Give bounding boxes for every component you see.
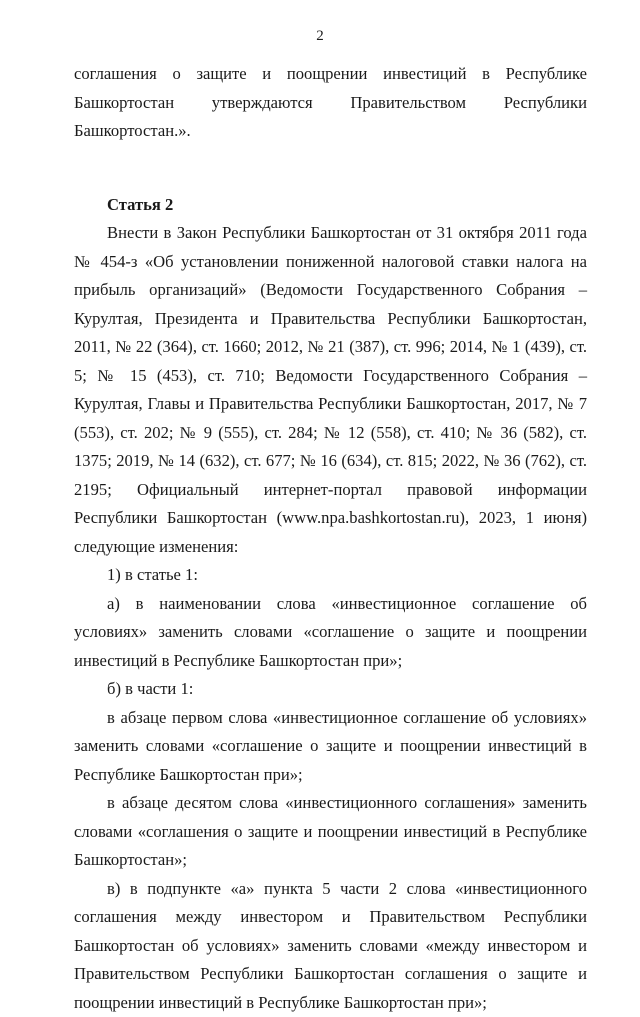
list-item: б) в части 1: <box>74 675 587 704</box>
intro-paragraph: соглашения о защите и поощрении инвестиций в Республике Башкортостан утверждаются Правительством Республики Башкортостан.». <box>74 60 587 146</box>
list-item: а) в наименовании слова «инвестиционное соглашение об условиях» заменить словами «соглашение о защите и поощрении инвестиций в Республике Башкортостан при»; <box>74 590 587 676</box>
article-heading: Статья 2 <box>74 191 587 220</box>
list-item: 1) в статье 1: <box>74 561 587 590</box>
list-item: в абзаце первом слова «инвестиционное соглашение об условиях» заменить словами «соглашение о защите и поощрении инвестиций в Республике Башкортостан при»; <box>74 704 587 790</box>
list-item: в) в подпункте «а» пункта 5 части 2 слова «инвестиционного соглашения между инвестором и Правительством Республики Башкортостан об условиях» заменить словами «между инвестором и Правительством Республики Башкортостан соглашения о защите и поощрении инвестиций в Республике Башкортостан при»; <box>74 875 587 1017</box>
page-number: 2 <box>0 28 640 45</box>
paragraph: Внести в Закон Республики Башкортостан от 31 октября 2011 года № 454-з «Об установлении пониженной налоговой ставки налога на прибыль организаций» (Ведомости Государственного Собрания – Курултая, Президента и Правительства Республики Башкортостан, 2011, № 22 (364), ст. 1660; 2012, № 21 (387), ст. 996; 2014, № 1 (439), ст. 5; № 15 (453), ст. 710; Ведомости Государственного Собрания – Курултая, Главы и Правительства Республики Башкортостан, 2017, № 7 (553), ст. 202; № 9 (555), ст. 284; № 12 (558), ст. 410; № 36 (582), ст. 1375; 2019, № 14 (632), ст. 677; № 16 (634), ст. 815; 2022, № 36 (762), ст. 2195; Официальный интернет-портал правовой информации Республики Башкортостан (www.npa.bashkortostan.ru), 2023, 1 июня) следующие изменения: <box>74 219 587 561</box>
list-item: в абзаце десятом слова «инвестиционного соглашения» заменить словами «соглашения о защите и поощрении инвестиций в Республике Башкортостан»; <box>74 789 587 875</box>
document-body <box>74 60 587 1017</box>
